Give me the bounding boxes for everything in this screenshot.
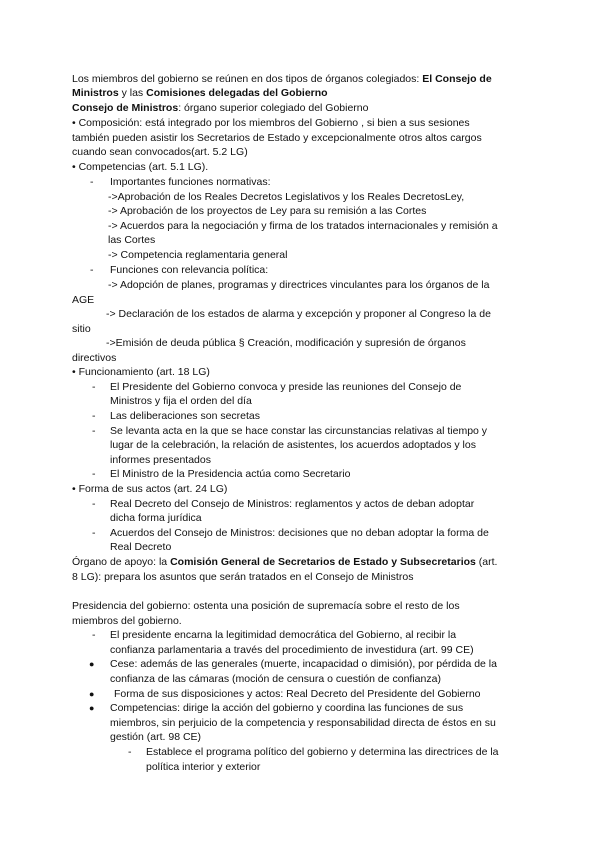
normativas-item: las Cortes	[108, 234, 156, 246]
normativas-item: -> Acuerdos para la negociación y firma de los tratados internacionales y remisión a	[108, 220, 498, 232]
apoyo-line-1: Órgano de apoyo: la Comisión General de Secretarios de Estado y Subsecretarios (art.	[72, 556, 498, 568]
funcionamiento-item: El Ministro de la Presidencia actúa como Secretario	[110, 468, 351, 480]
dash-marker: -	[90, 176, 94, 188]
bullet-marker: ●	[89, 703, 95, 713]
presidencia-line: Presidencia del gobierno: ostenta una posición de supremacía sobre el resto de los	[72, 600, 460, 612]
normativas-item: -> Competencia reglamentaria general	[108, 249, 288, 261]
politica-label: Funciones con relevancia política:	[110, 264, 269, 276]
forma-actos-item: Real Decreto del Consejo de Ministros: reglamentos y actos de deban adoptar	[110, 498, 475, 510]
presidencia-item: confianza parlamentaria a través del procedimiento de investidura (art. 99 CE)	[110, 644, 474, 656]
funcionamiento-item: lugar de la celebración, la relación de asistentes, los acuerdos adoptados y los	[110, 439, 476, 451]
politica-item: AGE	[72, 294, 95, 306]
dash-marker: -	[92, 425, 96, 437]
politica-item: directivos	[72, 352, 117, 364]
politica-item: -> Adopción de planes, programas y directrices vinculantes para los órganos de la	[108, 279, 490, 291]
funcionamiento-item: informes presentados	[110, 454, 211, 466]
politica-item: -> Declaración de los estados de alarma y excepción y proponer al Congreso la de	[106, 308, 491, 320]
consejo-heading: Consejo de Ministros: órgano superior colegiado del Gobierno	[72, 102, 369, 114]
presidencia-line: miembros del gobierno.	[72, 615, 182, 627]
funcionamiento-item: El Presidente del Gobierno convoca y preside las reuniones del Consejo de	[110, 381, 462, 393]
funcionamiento-item: Se levanta acta en la que se hace constar las circunstancias relativas al tiempo y	[110, 425, 488, 437]
bold-comisiones: Comisiones delegadas del Gobierno	[146, 87, 328, 99]
dash-marker: -	[92, 527, 96, 539]
forma-actos-heading: • Forma de sus actos (art. 24 LG)	[72, 483, 228, 495]
dash-marker: -	[128, 746, 132, 758]
normativas-label: Importantes funciones normativas:	[110, 176, 271, 188]
bullet-marker: ●	[89, 659, 95, 669]
forma-actos-item: Acuerdos del Consejo de Ministros: decisiones que no deban adoptar la forma de	[110, 527, 489, 539]
funcionamiento-heading: • Funcionamiento (art. 18 LG)	[72, 366, 210, 378]
presidencia-subitem: Establece el programa político del gobierno y determina las directrices de la	[146, 746, 499, 758]
presidencia-item: confianza de las cámaras (moción de censura o cuestión de confianza)	[110, 673, 441, 685]
bullet-marker: ●	[89, 689, 95, 699]
politica-item: ->Emisión de deuda pública § Creación, modificación y supresión de órganos	[106, 337, 466, 349]
intro-line-1: Los miembros del gobierno se reúnen en dos tipos de órganos colegiados: El Consejo de	[72, 73, 492, 85]
competencias-heading: • Competencias (art. 5.1 LG).	[72, 161, 209, 173]
presidencia-item: Forma de sus disposiciones y actos: Real Decreto del Presidente del Gobierno	[114, 688, 481, 700]
presidencia-item: gestión (art. 98 CE)	[110, 731, 202, 743]
normativas-item: -> Aprobación de los proyectos de Ley para su remisión a las Cortes	[108, 205, 427, 217]
dash-marker: -	[90, 264, 94, 276]
dash-marker: -	[92, 629, 96, 641]
presidencia-item: Competencias: dirige la acción del gobierno y coordina las funciones de sus	[110, 702, 464, 714]
composicion-line: cuando sean convocados(art. 5.2 LG)	[72, 146, 248, 158]
funcionamiento-item: Ministros y fija el orden del día	[110, 395, 252, 407]
composicion-line: también pueden asistir los Secretarios de Estado y excepcionalmente otros altos cargos	[72, 132, 482, 144]
dash-marker: -	[92, 410, 96, 422]
forma-actos-item: Real Decreto	[110, 541, 172, 553]
presidencia-item: miembros, sin perjuicio de la competencia y responsabilidad directa de éstos en su	[110, 717, 496, 729]
dash-marker: -	[92, 498, 96, 510]
funcionamiento-item: Las deliberaciones son secretas	[110, 410, 261, 422]
dash-marker: -	[92, 381, 96, 393]
presidencia-item: Cese: además de las generales (muerte, incapacidad o dimisión), por pérdida de la	[110, 658, 497, 670]
apoyo-line-2: 8 LG): prepara los asuntos que serán tratados en el Consejo de Ministros	[72, 571, 414, 583]
bold-consejo: El Consejo de	[422, 73, 492, 85]
bold-comision-general: Comisión General de Secretarios de Estado y Subsecretarios	[170, 556, 476, 568]
dash-marker: -	[92, 468, 96, 480]
intro-line-2: Ministros y las Comisiones delegadas del Gobierno	[72, 87, 328, 99]
presidencia-item: El presidente encarna la legitimidad democrática del Gobierno, al recibir la	[110, 629, 457, 641]
presidencia-subitem: política interior y exterior	[146, 761, 261, 773]
normativas-item: ->Aprobación de los Reales Decretos Legislativos y los Reales DecretosLey,	[108, 191, 465, 203]
politica-item: sitio	[72, 323, 91, 335]
composicion-line: • Composición: está integrado por los miembros del Gobierno , si bien a sus sesiones	[72, 117, 470, 129]
forma-actos-item: dicha forma jurídica	[110, 512, 202, 524]
